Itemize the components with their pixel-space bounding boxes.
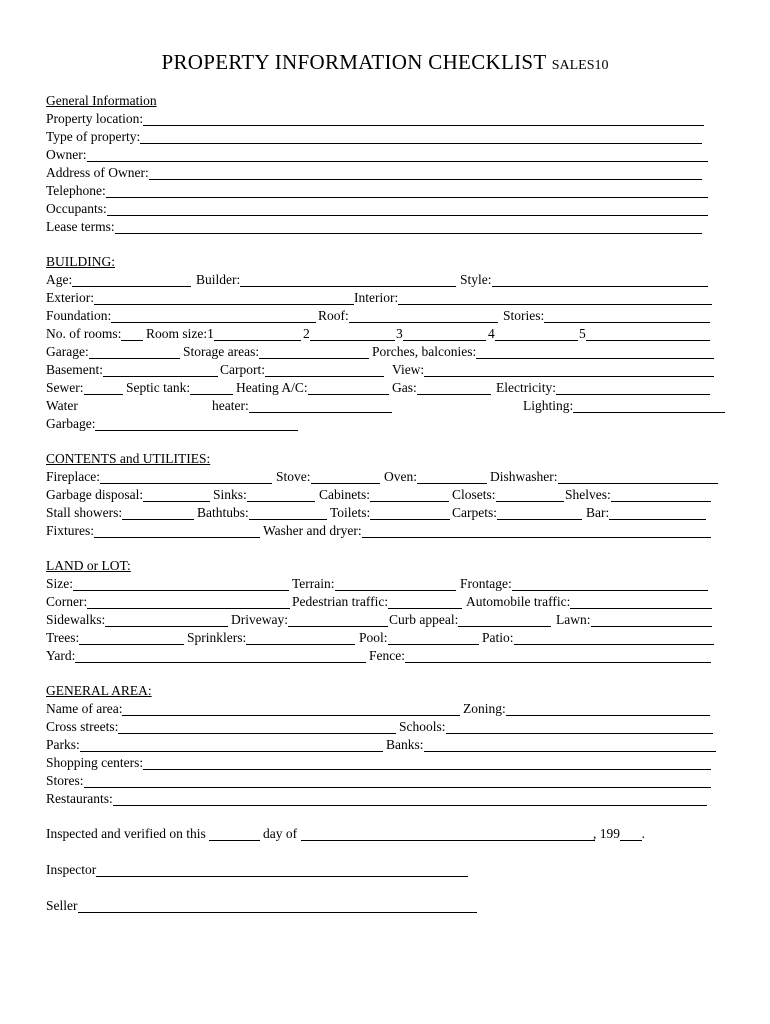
field-sinks[interactable]: Sinks: xyxy=(213,487,315,505)
section-heading-area: GENERAL AREA: xyxy=(46,683,152,698)
field-closets[interactable]: Closets: xyxy=(452,487,564,505)
section-heading-building: BUILDING: xyxy=(46,254,115,269)
field-sidewalks[interactable]: Sidewalks: xyxy=(46,612,228,630)
field-cross-streets[interactable]: Cross streets: xyxy=(46,719,396,737)
field-septic-tank[interactable]: Septic tank: xyxy=(126,380,233,398)
field-parks[interactable]: Parks: xyxy=(46,737,383,755)
field-occupants[interactable]: Occupants: xyxy=(46,201,708,219)
field-sprinklers[interactable]: Sprinklers: xyxy=(187,630,355,648)
field-interior[interactable]: Interior: xyxy=(354,290,712,308)
field-stories[interactable]: Stories: xyxy=(503,308,710,326)
field-property-location[interactable]: Property location: xyxy=(46,111,704,129)
field-carport[interactable]: Carport: xyxy=(220,362,384,380)
field-basement[interactable]: Basement: xyxy=(46,362,218,380)
field-yard[interactable]: Yard: xyxy=(46,648,366,666)
document-title xyxy=(0,50,770,75)
field-schools[interactable]: Schools: xyxy=(399,719,713,737)
field-garage[interactable]: Garage: xyxy=(46,344,180,362)
field-zoning[interactable]: Zoning: xyxy=(463,701,710,719)
field-electricity[interactable]: Electricity: xyxy=(496,380,710,398)
field-address-of-owner[interactable]: Address of Owner: xyxy=(46,165,702,183)
field-inspected-month[interactable]: day of xyxy=(263,826,595,844)
field-size[interactable]: Size: xyxy=(46,576,289,594)
field-age[interactable]: Age: xyxy=(46,272,191,290)
field-heating-ac[interactable]: Heating A/C: xyxy=(236,380,389,398)
form-code: SALES10 xyxy=(551,58,609,73)
field-restaurants[interactable]: Restaurants: xyxy=(46,791,707,809)
field-fixtures[interactable]: Fixtures: xyxy=(46,523,260,541)
field-name-of-area[interactable]: Name of area: xyxy=(46,701,460,719)
field-pool[interactable]: Pool: xyxy=(359,630,479,648)
field-owner[interactable]: Owner: xyxy=(46,147,708,165)
field-carpets[interactable]: Carpets: xyxy=(452,505,582,523)
field-oven[interactable]: Oven: xyxy=(384,469,487,487)
field-washer-dryer[interactable]: Washer and dryer: xyxy=(263,523,711,541)
field-banks[interactable]: Banks: xyxy=(386,737,716,755)
field-bar[interactable]: Bar: xyxy=(586,505,706,523)
field-seller[interactable]: Seller xyxy=(46,898,477,916)
field-frontage[interactable]: Frontage: xyxy=(460,576,708,594)
field-type-of-property[interactable]: Type of property: xyxy=(46,129,702,147)
field-foundation[interactable]: Foundation: xyxy=(46,308,316,326)
field-room-size-1[interactable]: Room size:1 xyxy=(146,326,301,344)
field-inspected-year[interactable]: , 199 . xyxy=(593,826,645,841)
field-trees[interactable]: Trees: xyxy=(46,630,184,648)
field-storage-areas[interactable]: Storage areas: xyxy=(183,344,369,362)
field-shelves[interactable]: Shelves: xyxy=(565,487,711,505)
field-pedestrian-traffic[interactable]: Pedestrian traffic: xyxy=(292,594,462,612)
field-patio[interactable]: Patio: xyxy=(482,630,714,648)
field-builder[interactable]: Builder: xyxy=(196,272,456,290)
field-water-heater[interactable]: heater: xyxy=(212,398,392,416)
field-style[interactable]: Style: xyxy=(460,272,708,290)
field-porches-balconies[interactable]: Porches, balconies: xyxy=(372,344,714,362)
field-fireplace[interactable]: Fireplace: xyxy=(46,469,272,487)
field-room-size-3[interactable]: 3 xyxy=(396,326,486,344)
title-main: PROPERTY INFORMATION CHECKLIST xyxy=(161,50,547,74)
section-heading-general: General Information xyxy=(46,93,157,108)
field-gas[interactable]: Gas: xyxy=(392,380,491,398)
field-no-of-rooms[interactable]: No. of rooms: xyxy=(46,326,143,344)
field-lease-terms[interactable]: Lease terms: xyxy=(46,219,702,237)
field-automobile-traffic[interactable]: Automobile traffic: xyxy=(466,594,712,612)
field-corner[interactable]: Corner: xyxy=(46,594,290,612)
field-toilets[interactable]: Toilets: xyxy=(330,505,450,523)
field-fence[interactable]: Fence: xyxy=(369,648,711,666)
field-stove[interactable]: Stove: xyxy=(276,469,380,487)
field-stall-showers[interactable]: Stall showers: xyxy=(46,505,194,523)
field-roof[interactable]: Roof: xyxy=(318,308,498,326)
field-curb-appeal[interactable]: Curb appeal: xyxy=(389,612,551,630)
field-inspector[interactable]: Inspector xyxy=(46,862,468,880)
field-lighting[interactable]: Lighting: xyxy=(523,398,725,416)
label-water: Water xyxy=(46,398,78,413)
section-heading-contents: CONTENTS and UTILITIES: xyxy=(46,451,211,466)
field-garbage-disposal[interactable]: Garbage disposal: xyxy=(46,487,210,505)
section-heading-land: LAND or LOT: xyxy=(46,558,131,573)
field-room-size-2[interactable]: 2 xyxy=(303,326,395,344)
field-driveway[interactable]: Driveway: xyxy=(231,612,388,630)
field-cabinets[interactable]: Cabinets: xyxy=(319,487,449,505)
field-room-size-5[interactable]: 5 xyxy=(579,326,710,344)
field-sewer[interactable]: Sewer: xyxy=(46,380,123,398)
field-stores[interactable]: Stores: xyxy=(46,773,711,791)
field-inspected-day[interactable]: Inspected and verified on this xyxy=(46,826,260,844)
field-exterior[interactable]: Exterior: xyxy=(46,290,354,308)
field-dishwasher[interactable]: Dishwasher: xyxy=(490,469,718,487)
field-bathtubs[interactable]: Bathtubs: xyxy=(197,505,327,523)
field-terrain[interactable]: Terrain: xyxy=(292,576,456,594)
field-view[interactable]: View: xyxy=(392,362,714,380)
field-shopping-centers[interactable]: Shopping centers: xyxy=(46,755,711,773)
field-room-size-4[interactable]: 4 xyxy=(488,326,578,344)
field-garbage[interactable]: Garbage: xyxy=(46,416,298,434)
field-telephone[interactable]: Telephone: xyxy=(46,183,708,201)
field-lawn[interactable]: Lawn: xyxy=(556,612,712,630)
